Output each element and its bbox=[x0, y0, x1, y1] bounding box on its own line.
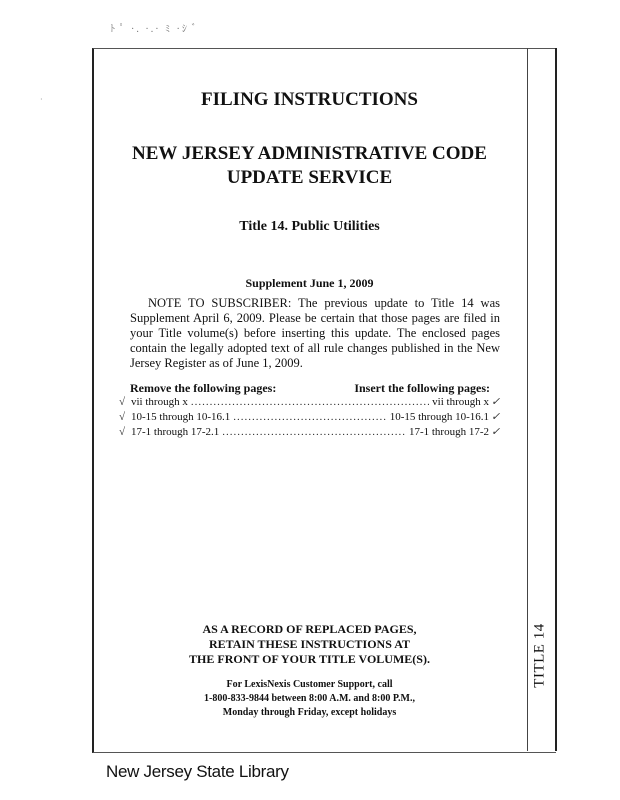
remove-header: Remove the following pages: bbox=[130, 381, 277, 395]
code-title bbox=[92, 142, 527, 190]
tick-mark: ✓ bbox=[491, 426, 501, 438]
insert-pages: 17-1 through 17-2 bbox=[408, 426, 489, 438]
tick-mark: ✓ bbox=[491, 411, 501, 423]
check-mark: √ bbox=[119, 426, 126, 438]
list-item bbox=[119, 425, 501, 440]
scan-marks: ﾄ ﾟ ·. ·.· ﾐ ·ｼ ﾞ bbox=[110, 24, 199, 35]
dot-leader bbox=[222, 426, 406, 438]
list-item bbox=[119, 395, 501, 410]
insert-pages: vii through x bbox=[432, 396, 489, 408]
list-item bbox=[119, 410, 501, 425]
dot-leader bbox=[233, 411, 386, 423]
support-line-3: Monday through Friday, except holidays bbox=[222, 707, 397, 718]
tick-mark: ✓ bbox=[491, 396, 501, 408]
subject-heading: Title 14. Public Utilities bbox=[239, 219, 380, 234]
remove-pages: 10-15 through 10-16.1 bbox=[131, 411, 231, 423]
record-instructions bbox=[92, 622, 527, 667]
insert-pages: 10-15 through 10-16.1 bbox=[389, 411, 489, 423]
subscriber-note: NOTE TO SUBSCRIBER: The previous update to Title 14 was Supplement April 6, 2009. Please be certain that those pages are filed in your Title volume(s) before inserting this update. The enclosed pages contain the legally adopted text of all rule changes published in the New Jersey Register as of June 1, 2009. bbox=[130, 296, 500, 370]
insert-header: Insert the following pages: bbox=[354, 381, 490, 395]
customer-support bbox=[92, 678, 527, 720]
library-stamp: New Jersey State Library bbox=[106, 762, 289, 781]
remove-pages: 17-1 through 17-2.1 bbox=[131, 426, 220, 438]
support-line-2: 1-800-833-9844 between 8:00 A.M. and 8:00 P.M., bbox=[203, 693, 415, 704]
code-title-line-1: NEW JERSEY ADMINISTRATIVE CODE bbox=[132, 143, 487, 164]
margin-mark: · bbox=[40, 95, 43, 104]
title-tab-label bbox=[527, 600, 554, 710]
check-mark: √ bbox=[119, 396, 126, 408]
page-title: FILING INSTRUCTIONS bbox=[201, 89, 418, 110]
page-list-header bbox=[130, 381, 490, 396]
supplement-heading: Supplement June 1, 2009 bbox=[245, 276, 374, 290]
page-list bbox=[119, 395, 501, 440]
record-line-1: AS A RECORD OF REPLACED PAGES, bbox=[202, 622, 417, 636]
dot-leader bbox=[191, 396, 429, 408]
check-mark: √ bbox=[119, 411, 126, 423]
code-title-line-2: UPDATE SERVICE bbox=[226, 167, 393, 188]
record-line-3: THE FRONT OF YOUR TITLE VOLUME(S). bbox=[189, 652, 430, 666]
remove-pages: vii through x bbox=[131, 396, 188, 408]
record-line-2: RETAIN THESE INSTRUCTIONS AT bbox=[208, 637, 411, 651]
support-line-1: For LexisNexis Customer Support, call bbox=[226, 679, 393, 690]
title-tab-text: TITLE 14 bbox=[532, 622, 548, 688]
